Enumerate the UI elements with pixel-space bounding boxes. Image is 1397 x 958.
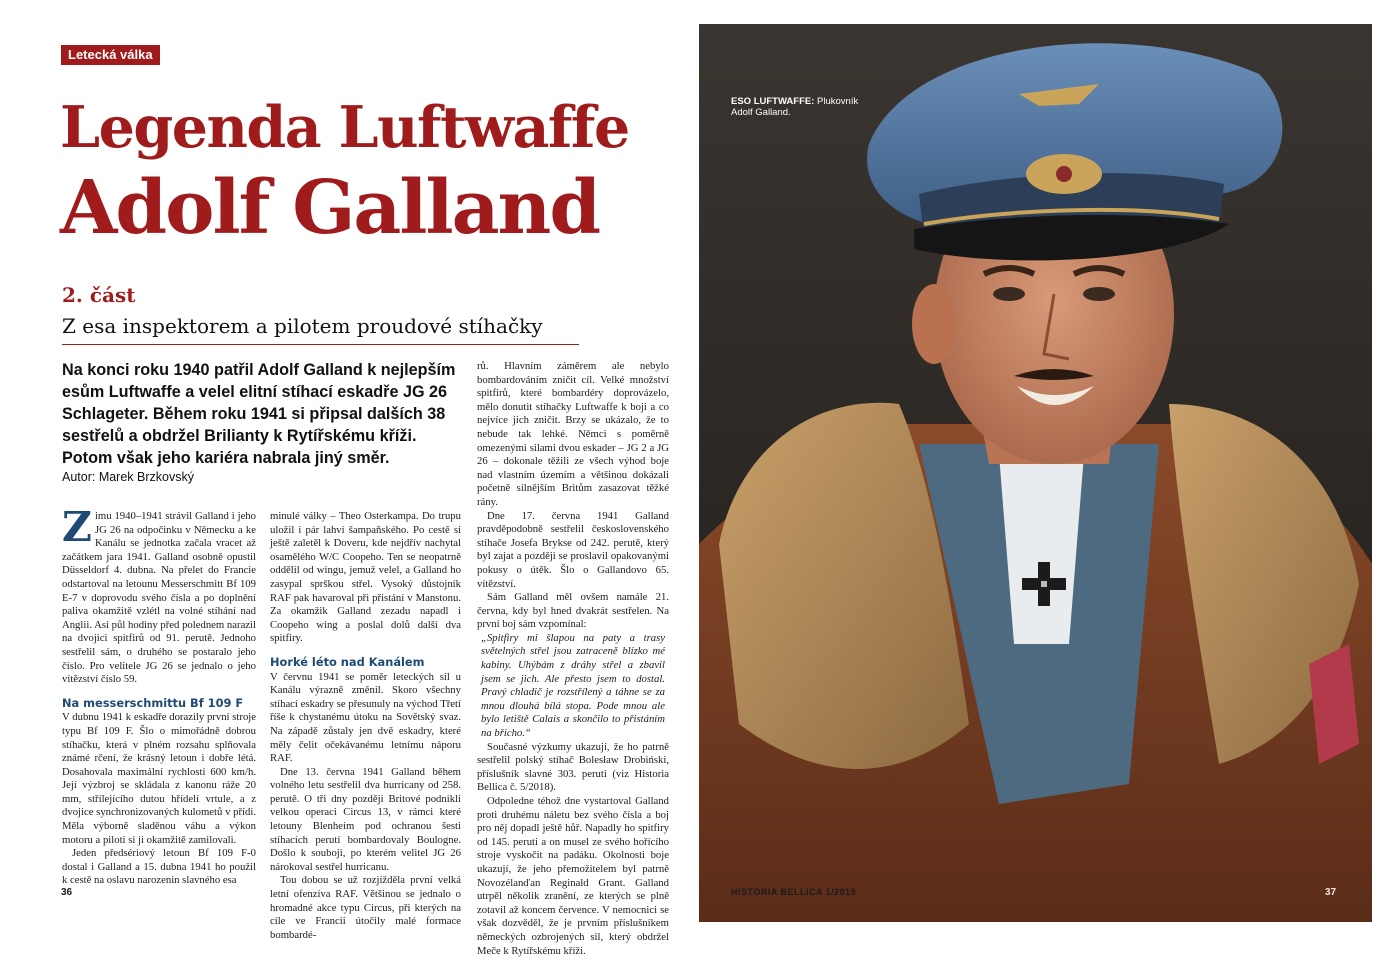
- paragraph: [62, 503, 256, 687]
- page-number-left: 36: [61, 887, 73, 898]
- part-label: 2. část: [62, 283, 136, 307]
- text-column-3: [477, 360, 669, 958]
- author-line: Autor: Marek Brzkovský: [62, 470, 194, 484]
- title-line-1: Legenda Luftwaffe: [60, 94, 629, 161]
- paragraph: Odpoledne téhož dne vystartoval Galland proti druhému náletu bez svého čísla a boj pro něj dopadl ještě hůř. Napadly ho spitfiry od 145. peruti a on musel ze svého hořícího stroje vyskočit na padáku. Okolnosti boje ukazují, že jeho přemožitelem byl patrně Novozélanďan Reginald Grant. Galland utrpěl několik zranění, ze kterých se plně zotavil až koncem července. V nemocnici se však dozvěděl, že je prvním příslušníkem německých ozbrojených sil, který obdržel Meče k Rytířskému kříži.: [477, 795, 669, 957]
- caption-label: ESO LUFTWAFFE:: [731, 96, 815, 107]
- paragraph: Jeden předsériový letoun Bf 109 F-0 dostal i Galland a 15. dubna 1941 ho použil k cestě na oslavu narozenin slavného esa: [62, 847, 256, 887]
- section-heading: Na messerschmittu Bf 109 F: [62, 695, 244, 710]
- magazine-footer: HISTORIA BELLICA 1/2019: [731, 887, 857, 897]
- paragraph: V červnu 1941 se poměr leteckých sil u Kanálu výrazně změnil. Skoro všechny stíhací eskadry se přesunuly na východ Třetí říše k chystanému útoku na Sovětský svaz. Na západě zůstaly jen dvě eskadry, které měly čelit očekávanému letnímu náporu RAF.: [270, 670, 461, 765]
- drop-cap: Z: [62, 503, 92, 551]
- lead-paragraph: Na konci roku 1940 patřil Adolf Galland k nejlepším esům Luftwaffe a velel elitní stíhací eskadře JG 26 Schlageter. Během roku 1941 si připsal dalších 38 sestřelů a obdržel Brilianty k Rytířskému kříži. Potom však jeho kariéra nabrala jiný směr.: [62, 361, 456, 467]
- title-line-2: Adolf Galland: [60, 165, 600, 251]
- text-column-1: [62, 503, 256, 888]
- left-page: [0, 0, 699, 957]
- paragraph: Sám Galland měl ovšem namále 21. června, kdy byl hned dvakrát sestřelen. Na první boj sám vzpomínal:: [477, 591, 669, 631]
- quote-paragraph: „Spitfiry mi šlapou na paty a trasy světelných střel jsou zatraceně blízko mé kabiny. Uhýbám z dráhy střel a zbavil jsem se jich. Ale přesto jsem to dostal. Pravý chladič je rozstřílený a táhne se za mnou dlouhá bílá stopa. Pode mnou ale bylo letiště Calais a skončilo to přistáním na břicho.“: [481, 631, 665, 740]
- paragraph: Současné výzkumy ukazují, že ho patrně sestřelil polský stíhač Bolesław Drobiński, příslušník slavné 303. peruti (viz Historia Bellica č. 5/2018).: [477, 740, 669, 794]
- portrait-illustration: [699, 24, 1372, 922]
- section-rubric: Letecká válka: [61, 45, 160, 65]
- paragraph: Tou dobou se už rozjížděla první velká letní ofenzíva RAF. Většinou se jednalo o hromadné akce typu Circus, při kterých na cíle ve Francii útočily malé formace bombardé-: [270, 874, 461, 941]
- paragraph: Dne 17. června 1941 Galland pravděpodobně sestřelil československého stíhače Josefa Brykse od 242. perutě, který byl zajat a později se proslavil opakovanými pokusy o útěk. Šlo o Gallandovo 65. vítězství.: [477, 509, 669, 590]
- photo-caption: [731, 96, 871, 118]
- page-number-right: 37: [1325, 887, 1337, 898]
- caption-text: Plukovník Adolf Galland.: [731, 96, 859, 118]
- section-heading: Horké léto nad Kanálem: [270, 654, 425, 669]
- text-column-2: [270, 510, 461, 942]
- paragraph: rů. Hlavním záměrem ale nebylo bombardováním zničit cíl. Velké množství spitfirů, které bombardéry doprovázelo, mělo donutit stíhačky Luftwaffe k boji a co nejvíce jich zničit. Brzy se ukázalo, že to nebude tak lehké. Němci s poměrně omezenými silami dvou eskader – JG 2 a JG 26 – dokonale těžili ze všech výhod boje nad vlastním územím a většinou dokázali početně silnějším Britům zasazovat těžké rány.: [477, 360, 669, 508]
- paragraph: V dubnu 1941 k eskadře dorazily první stroje typu Bf 109 F. Šlo o mimořádně dobrou stíhačku, která v plném rozsahu splňovala známé rčení, že krásný letoun i dobře létá. Dosahovala maximální rychlosti 600 km/h. Její výzbroj se skládala z kanonu ráže 20 mm, střílejícího dutou hřídelí vrtule, a z dvojice synchronizovaných kulometů v přídi. Měla výborně sladěnou váhu a výkon motoru a piloti si ji okamžitě zamilovali.: [62, 711, 256, 846]
- paragraph: minulé války – Theo Osterkampa. Do trupu uložil i pár lahví šampaňského. Po cestě si ještě zaletěl k Doveru, kde nejdřív nachytal osamělého W/C Coopeho. Ten se neopatrně oddělil od wingu, jemuž velel, a Galland ho zasypal sprškou střel. Vysoký důstojník RAF pak havaroval při přistání v Manstonu. Za okamžik Galland zezadu napadl i Coopeho wing a poslal dolů další dva spitfiry.: [270, 510, 461, 645]
- paragraph: Dne 13. června 1941 Galland během volného letu sestřelil dva hurricany od 258. perutě. O tři dny později Britové podnikli velkou operaci Circus 13, v rámci které letouny Blenheim pod ochranou šesti stíhacích perutí bombardovaly Boulogne. Došlo k souboji, po kterém velitel JG 26 nárokoval sestřel hurricanu.: [270, 765, 461, 873]
- article-subtitle: Z esa inspektorem a pilotem proudové stíhačky: [62, 314, 579, 345]
- portrait-photo: [699, 24, 1372, 922]
- paragraph-text: imu 1940–1941 strávil Galland i jeho JG 26 na odpočinku v Německu a ke Kanálu se jednotka začala vracet až začátkem jara 1941. Galland osobně opustil Düsseldorf 4. dubna. Na přelet do Francie odstartoval na letounu Messerschmitt Bf 109 E-7 v doprovodu svého čísla a po doplnění paliva okamžitě vzlétl na volné stíhání nad Anglii. Asi půl hodiny před polednem narazil na dvojici spitfirů od 91. perutě. Jednoho sestřelil sám, o druhého se postaralo jeho číslo. Pro velitele JG 26 se jednalo o jeho vítězství číslo 59.: [62, 510, 256, 686]
